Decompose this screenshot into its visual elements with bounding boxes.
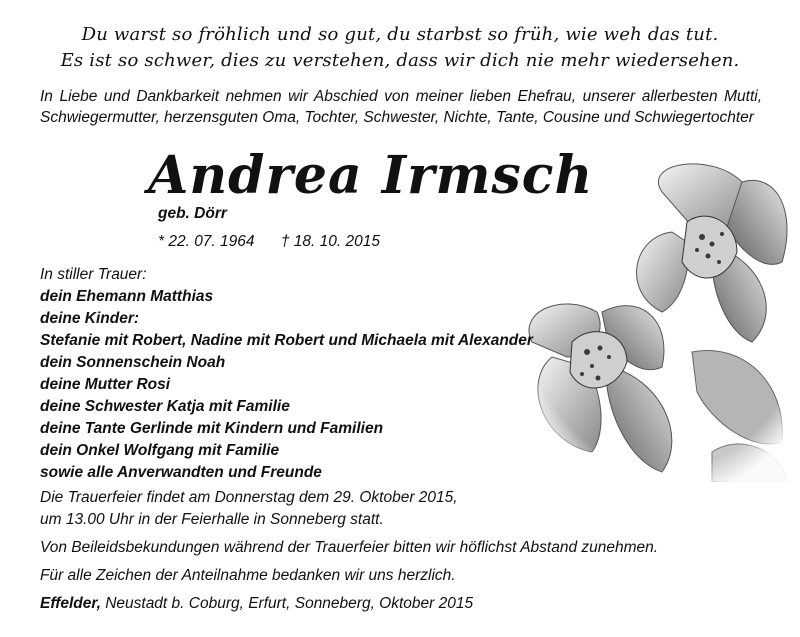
mourner-line: deine Kinder: xyxy=(40,310,140,327)
mourners-list xyxy=(40,264,533,484)
footer-place-rest: Neustadt b. Coburg, Erfurt, Sonneberg, Oktober 2015 xyxy=(100,595,474,612)
death-date: † 18. 10. 2015 xyxy=(280,233,380,250)
mourner-line: deine Mutter Rosi xyxy=(40,376,171,393)
condolence-note: Von Beileidsbekundungen während der Trauerfeier bitten wir höflichst Abstand zunehmen. xyxy=(40,539,659,556)
deceased-name: Andrea Irmsch xyxy=(148,145,594,206)
mourners-lead: In stiller Trauer: xyxy=(40,266,147,283)
mourner-line: dein Onkel Wolfgang mit Familie xyxy=(40,442,280,459)
poem-line-2: Es ist so schwer, dies zu verstehen, dass wir dich nie mehr wiedersehen. xyxy=(60,50,740,71)
ceremony-info xyxy=(40,487,760,615)
thanks-note: Für alle Zeichen der Anteilnahme bedanken wir uns herzlich. xyxy=(40,567,456,584)
birth-name: geb. Dörr xyxy=(158,205,227,222)
footer-places xyxy=(40,593,760,615)
mourner-line: Stefanie mit Robert, Nadine mit Robert und Michaela mit Alexander xyxy=(40,332,533,349)
ceremony-line-2: um 13.00 Uhr in der Feierhalle in Sonneberg statt. xyxy=(40,511,384,528)
life-dates xyxy=(158,233,402,251)
ceremony-line-1: Die Trauerfeier findet am Donnerstag dem 29. Oktober 2015, xyxy=(40,489,458,506)
mourner-line: dein Sonnenschein Noah xyxy=(40,354,226,371)
memorial-poem xyxy=(0,22,800,74)
mourner-line: sowie alle Anverwandten und Freunde xyxy=(40,464,322,481)
intro-text: In Liebe und Dankbarkeit nehmen wir Abschied von meiner lieben Ehefrau, unserer allerbesten Mutti, Schwiegermutter, herzensguten Oma, Tochter, Schwester, Nichte, Tante, Cousine und Schwiegertochter xyxy=(40,88,762,126)
birth-date: * 22. 07. 1964 xyxy=(158,233,255,250)
poem-line-1: Du warst so fröhlich und so gut, du starbst so früh, wie weh das tut. xyxy=(81,24,719,45)
mourner-line: deine Schwester Katja mit Familie xyxy=(40,398,290,415)
footer-place-bold: Effelder, xyxy=(40,595,101,612)
mourner-line: dein Ehemann Matthias xyxy=(40,288,214,305)
mourner-line: deine Tante Gerlinde mit Kindern und Familien xyxy=(40,420,384,437)
